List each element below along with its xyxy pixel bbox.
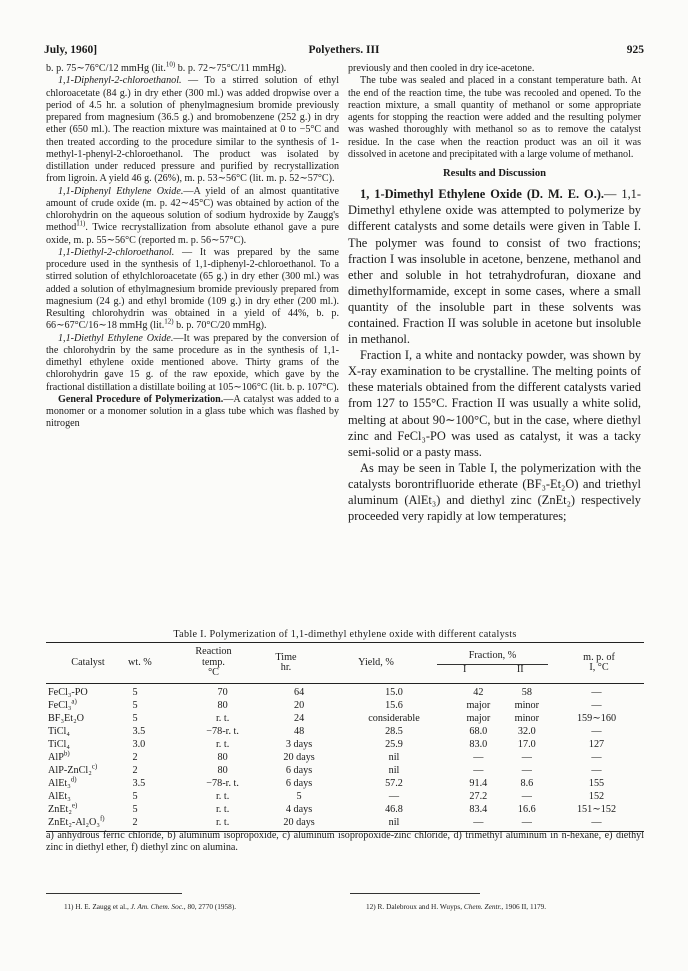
cell-time: 20 days: [283, 752, 315, 763]
paragraph: 1, 1-Dimethyl Ethylene Oxide (D. M. E. O.).— 1,1-Dimethyl ethylene oxide was attempted to polymerize by different catalysts and some details were given in Table I. The polymer was found to consist of two fractions; fraction I was insoluble in acetone, benzene, methanol and ether and soluble in hot tetrahydrofuran, dioxane and dimethylformamide, except in some cases, where a small quantity of the insoluble part in these solvents was contained. Fraction II was soluble in acetone but insoluble in methanol.: [348, 187, 641, 347]
cell-wt: 2: [132, 817, 138, 828]
cell-time: 48: [293, 726, 305, 737]
table-row: [46, 790, 644, 803]
cell-temp: r. t.: [215, 713, 230, 724]
cell-yield: 15.6: [385, 700, 403, 711]
section-heading: Results and Discussion: [442, 168, 547, 179]
cell-wt: 2: [132, 765, 138, 776]
cell-temp: 70: [217, 687, 228, 698]
footnote-11: 11) H. E. Zaugg et al., J. Am. Chem. Soc., 80, 2770 (1958).: [64, 902, 237, 911]
cell-f2: minor: [514, 713, 540, 724]
cell-mp: —: [591, 752, 602, 763]
cell-wt: 3.5: [132, 726, 146, 737]
paragraph: The tube was sealed and placed in a constant temperature bath. At the end of the reaction time, the tube was recooled and opened. To the reaction mixture, a small quantity of methanol or some appropriate agents for stopping the reaction were added and the resulting polymer was washed thoroughly with methanol so as to remove the catalyst residue. In the case when the reaction product was an oil it was dissolved in acetone and precipitated with a large volume of methanol.: [348, 75, 641, 160]
cell-f1: major: [466, 700, 491, 711]
procedure-title: General Procedure of Polymerization.: [58, 393, 224, 405]
header-temp: Reaction temp. °C: [195, 646, 232, 679]
cell-wt: 5: [132, 713, 138, 724]
cell-time: 3 days: [285, 739, 313, 750]
cell-wt: 5: [132, 791, 138, 802]
cell-catalyst: AlP$^{b)}$: [48, 749, 70, 763]
right-column: [348, 63, 641, 524]
cell-mp: 151∼152: [576, 804, 617, 815]
cell-temp: r. t.: [215, 791, 230, 802]
header-fraction-1: I: [463, 663, 467, 675]
header-date: July, 1960]: [44, 44, 98, 56]
cell-f1: 68.0: [469, 726, 488, 737]
cell-f1: —: [473, 765, 484, 776]
cell-time: 20 days: [283, 817, 315, 828]
paragraph: As may be seen in Table I, the polymerization with the catalysts borontrifluoride etherate (BF₃-Et₂O) and triethyl aluminum (AlEt₃) and diethyl zinc (ZnEt₂) respectively proceeded very rapidly at low temperatures;: [348, 460, 641, 524]
data-table: [46, 642, 644, 832]
table-row: [46, 777, 644, 790]
cell-f2: —: [521, 817, 532, 828]
cell-catalyst: AlP-ZnCl₂$^{c)}$: [48, 762, 98, 776]
cell-mp: —: [591, 765, 602, 776]
cell-temp: −78-r. t.: [206, 726, 239, 737]
table-caption: Table I. Polymerization of 1,1-dimethyl ethylene oxide with different catalysts: [173, 629, 517, 640]
cell-f1: 27.2: [469, 791, 488, 802]
table-row: [46, 686, 644, 699]
cell-catalyst: ZnEt₂$^{e)}$: [48, 801, 78, 815]
cell-f1: 91.4: [469, 778, 488, 789]
cell-temp: r. t.: [215, 739, 230, 750]
cell-mp: 127: [588, 739, 605, 750]
table-notes: a) anhydrous ferric chloride, b) aluminum isopropoxide, c) aluminum isopropoxide-zinc chloride, d) trimethyl aluminum in n-hexane, e) diethyl zinc in diethyl ether, f) diethyl zinc on alumina.: [46, 830, 644, 854]
paragraph: previously and then cooled in dry ice-acetone.: [348, 63, 535, 74]
cell-catalyst: FeCl₃$^{a)}$: [48, 697, 77, 711]
cell-yield: nil: [388, 752, 400, 763]
paragraph: 1,1-Diethyl Ethylene Oxide.—It was prepared by the conversion of the chlorohydrin by the same procedure as in the synthesis of 1,1-dimethyl ethylene oxide mentioned above. Thirty grams of the chlorohydrin gave 15 g. of the raw epoxide, which gave by the fractional distillation a distillate boiling at 105∼106°C (lit. b. p. 107°C).: [46, 332, 339, 393]
cell-mp: 155: [588, 778, 605, 789]
header-mp: m. p. of I, °C: [583, 651, 615, 673]
page-number: 925: [626, 44, 644, 56]
cell-catalyst: FeCl₃-PO: [48, 687, 88, 698]
header-yield: Yield, %: [358, 656, 394, 668]
cell-f2: 16.6: [517, 804, 536, 815]
cell-catalyst: AlEt₃: [48, 791, 71, 802]
cell-f2: 17.0: [517, 739, 536, 750]
header-wt: wt. %: [128, 656, 152, 668]
cell-yield: 25.9: [385, 739, 403, 750]
cell-yield: 46.8: [385, 804, 403, 815]
cell-f2: 8.6: [520, 778, 534, 789]
cell-yield: nil: [388, 765, 400, 776]
cell-yield: —: [388, 791, 400, 802]
cell-f2: 32.0: [517, 726, 536, 737]
cell-time: 64: [293, 687, 305, 698]
cell-yield: 28.5: [385, 726, 403, 737]
cell-wt: 2: [132, 752, 138, 763]
cell-f2: —: [521, 791, 532, 802]
cell-wt: 5: [132, 687, 138, 698]
cell-wt: 3.5: [132, 778, 146, 789]
cell-wt: 5: [132, 804, 138, 815]
header-title: Polyethers. III: [308, 44, 380, 56]
paragraph: 1,1-Diethyl-2-chloroethanol. — It was prepared by the same procedure used in the synthesis of 1,1-diphenyl-2-chloroethanol. To a stirred solution of ethylchloroacetate (65 g.) in dry ether (300 ml.) was added a solution of ethylmagnesium bromide previously prepared from magnesium (24 g.) and ethyl bromide (109 g.) in dry ether (200 ml.). Resulting chlorohydrin was obtained in a yield of 44%, b. p. 66∼67°C/16∼18 mmHg (lit.$^{12)}$ b. p. 70°C/20 mmHg).: [46, 246, 339, 332]
cell-yield: 15.0: [385, 687, 403, 698]
header-catalyst: Catalyst: [71, 656, 105, 668]
cell-f1: major: [466, 713, 491, 724]
cell-time: 20: [293, 700, 305, 711]
paragraph: General Procedure of Polymerization.—A catalyst was added to a monomer or a monomer solution in a glass tube which was flashed by nitrogen: [46, 393, 340, 430]
table-header: [46, 643, 644, 683]
table-row: [46, 751, 644, 764]
cell-wt: 5: [132, 700, 138, 711]
cell-catalyst: BF₃Et₂O: [48, 713, 84, 724]
cell-f2: 58: [521, 687, 532, 698]
compound-title: 1,1-Diethyl Ethylene Oxide.: [58, 332, 174, 344]
cell-temp: 80: [217, 765, 228, 776]
cell-temp: r. t.: [215, 817, 230, 828]
cell-f1: 83.0: [469, 739, 488, 750]
paragraph: Fraction I, a white and nontacky powder, was shown by X-ray examination to be crystalline. The melting points of these materials obtained from the different catalysts varied from 127 to 155°C. Fraction II was usually a white solid, melting at about 90∼100°C, but in the case, where diethyl zinc and FeCl₃-PO was used as catalyst, it was a tacky semi-solid or a pasty mass.: [348, 348, 641, 459]
cell-catalyst: AlEt₃$^{d)}$: [48, 775, 77, 789]
compound-title: 1,1-Diphenyl-2-chloroethanol.: [58, 75, 182, 87]
cell-time: 4 days: [285, 804, 313, 815]
cell-catalyst: TiCl₄: [48, 726, 70, 737]
cell-mp: —: [591, 687, 602, 698]
footnote-12: 12) R. Dalebroux and H. Wuyps, Chem. Zentr., 1906 II, 1179.: [366, 902, 547, 911]
cell-catalyst: TiCl₄: [48, 739, 70, 750]
cell-f2: minor: [514, 700, 540, 711]
cell-time: 6 days: [285, 765, 313, 776]
header-fraction: Fraction, % I II: [431, 643, 554, 683]
cell-f1: —: [473, 817, 484, 828]
cell-temp: 80: [217, 700, 228, 711]
cell-yield: considerable: [368, 713, 420, 724]
cell-mp: —: [591, 700, 602, 711]
cell-time: 6 days: [285, 778, 313, 789]
cell-time: 5: [296, 791, 302, 802]
subsection-title: 1, 1-Dimethyl Ethylene Oxide (D. M. E. O.).: [360, 187, 605, 202]
table-row: [46, 712, 644, 725]
cell-mp: —: [591, 726, 602, 737]
cell-temp: 80: [217, 752, 228, 763]
cell-f2: —: [521, 752, 532, 763]
footnote-rule: [350, 893, 480, 894]
paragraph: b. p. 75∼76°C/12 mmHg (lit.$^{10)}$ b. p. 72∼75°C/11 mmHg).: [46, 60, 287, 74]
cell-catalyst: ZnEt₂-Al₂O₃$^{f)}$: [48, 814, 105, 828]
cell-f1: 42: [473, 687, 484, 698]
table-header-rule: [46, 683, 644, 684]
running-header: [44, 44, 644, 60]
cell-mp: 152: [588, 791, 605, 802]
header-fraction-2: II: [516, 663, 524, 675]
cell-time: 24: [293, 713, 305, 724]
paragraph: 1,1-Diphenyl-2-chloroethanol. — To a stirred solution of ethyl chloroacetate (84 g.) in dry ether (300 ml.) was added dropwise over a period of 4.5 hr. a solution of phenylmagnesium bromide previously prepared from magnesium (36.5 g.) and bromobenzene (252 g.) in dry ether (650 ml.). The reaction mixture was maintained at 0 to −5°C and then treated according to the procedure similar to the synthesis of 1-methyl-1-phenyl-2-chloroethanol. The product was isolated by distillation under reduced pressure and purified by recrystallization from ligroin. A yield 46 g. (26%), m. p. 53∼56°C (lit. m. p. 52∼57°C).: [46, 75, 339, 185]
cell-f1: —: [473, 752, 484, 763]
cell-yield: 57.2: [385, 778, 403, 789]
cell-mp: 159∼160: [576, 713, 617, 724]
footnote-rule: [46, 893, 182, 894]
cell-f2: —: [521, 765, 532, 776]
cell-f1: 83.4: [469, 804, 488, 815]
header-time: Time hr.: [275, 651, 297, 673]
paragraph: 1,1-Diphenyl Ethylene Oxide.—A yield of an almost quantitative amount of crude oxide (m. p. 42∼45°C) was obtained by action of the chlorohydrin on the aqueous solution of sodium hydroxide by Zaugg's method$^{11)}$. Twice recrystallization from absolute ethanol gave a pure oxide, m. p. 55∼56°C (reported m. p. 56∼57°C).: [46, 185, 339, 246]
cell-temp: −78-r. t.: [206, 778, 239, 789]
left-column: [46, 60, 340, 431]
cell-temp: r. t.: [215, 804, 230, 815]
compound-title: 1,1-Diethyl-2-chloroethanol.: [58, 246, 175, 258]
compound-title: 1,1-Diphenyl Ethylene Oxide.: [58, 185, 184, 197]
table-row: [46, 725, 644, 738]
table-row: [46, 764, 644, 777]
table-body: [46, 686, 644, 829]
table-row: [46, 738, 644, 751]
cell-mp: —: [591, 817, 602, 828]
table-row: [46, 803, 644, 816]
cell-wt: 3.0: [132, 739, 146, 750]
table-row: [46, 699, 644, 712]
cell-yield: nil: [388, 817, 400, 828]
table-row: [46, 816, 644, 829]
